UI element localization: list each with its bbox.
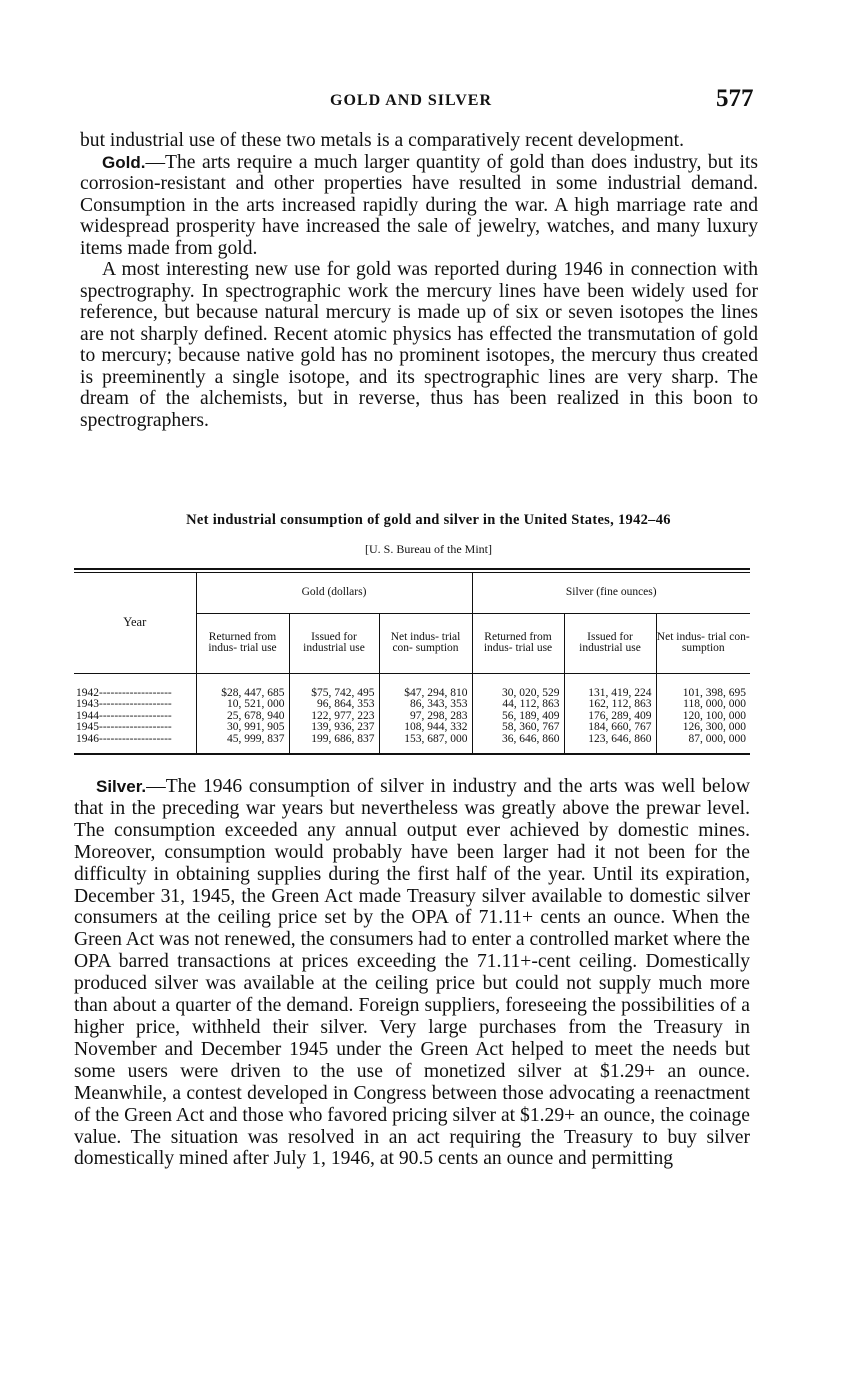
table-row [74,673,750,699]
silver-net-cell: 87, 000, 000 [656,734,750,754]
silver-issued-cell: 176, 289, 409 [564,711,656,723]
gold-net-cell: 153, 687, 000 [379,734,472,754]
silver-heading: Silver. [96,777,147,796]
gold-issued-header: Issued for industrial use [289,613,379,673]
silver-returned-cell: 44, 112, 863 [472,699,564,711]
silver-net-cell: 101, 398, 695 [656,673,750,699]
gold-heading: Gold. [102,152,146,172]
silver-issued-cell: 162, 112, 863 [564,699,656,711]
table-row [74,699,750,711]
gold-issued-cell: 122, 977, 223 [289,711,379,723]
gold-returned-cell: $28, 447, 685 [196,673,289,699]
paragraph-spectrography: A most interesting new use for gold was reported during 1946 in connection with spectrography. In spectrographic work the mercury lines have been widely used for reference, but because natural mercury is made up of six or seven isotopes the lines are not sharply defined. Recent atomic physics has effected the transmutation of gold to mercury; because native gold has no prominent isotopes, the mercury thus created is preeminently a single isotope, and its spectrographic lines are very sharp. The dream of the alchemists, but in reverse, thus has been realized in this boon to spectrographers. [80,259,758,431]
table-row [74,734,750,754]
silver-returned-header: Returned from indus- trial use [472,613,564,673]
body-text-bottom [74,776,750,1170]
year-cell: 1944------------------- [76,709,172,722]
silver-net-cell: 126, 300, 000 [656,722,750,734]
silver-issued-cell: 184, 660, 767 [564,722,656,734]
gold-net-header: Net indus- trial con- sumption [379,613,472,673]
silver-net-cell: 120, 100, 000 [656,711,750,723]
gold-returned-header: Returned from indus- trial use [196,613,289,673]
table-title: Net industrial consumption of gold and silver in the United States, 1942–46 [186,512,671,528]
gold-returned-cell: 25, 678, 940 [196,711,289,723]
silver-text: —The 1946 consumption of silver in industry and the arts was well below that in the preceding war years but nevertheless was greatly above the prewar level. The consumption exceeded any annual output ever achieved by domestic mines. Moreover, consumption would probably have been larger had it not been for the difficulty in obtaining supplies during the first half of the year. Until its expiration, December 31, 1945, the Green Act made Treasury silver available to domestic silver consumers at the ceiling price set by the OPA of 71.11+ cents an ounce. When the Green Act was not renewed, the consumers had to enter a controlled market where the OPA barred transactions at prices exceeding the 71.11+-cent ceiling. Domestically produced silver was available at the ceiling price but could not supply much more than about a quarter of the demand. Foreign suppliers, foreseeing the possibilities of a higher price, withheld their silver. Very large purchases from the Treasury in November and December 1945 under the Green Act helped to meet the needs but some users were driven to the use of monetized silver at $1.29+ an ounce. Meanwhile, a contest developed in Congress between those advocating a reenactment of the Green Act and those who favored pricing silver at $1.29+ an ounce, the coinage value. The situation was resolved in an act requiring the Treasury to buy silver domestically mined after July 1, 1946, at 90.5 cents an ounce and permitting [74,776,750,1170]
gold-net-cell: 108, 944, 332 [379,722,472,734]
gold-net-cell: 97, 298, 283 [379,711,472,723]
silver-issued-cell: 123, 646, 860 [564,734,656,754]
paragraph-continuation: but industrial use of these two metals is a comparatively recent development. [80,130,684,151]
silver-net-header: Net indus- trial con- sumption [656,613,750,673]
gold-net-cell: 86, 343, 353 [379,699,472,711]
silver-returned-cell: 56, 189, 409 [472,711,564,723]
silver-returned-cell: 58, 360, 767 [472,722,564,734]
body-text-top [80,130,758,431]
gold-issued-cell: $75, 742, 495 [289,673,379,699]
running-head [0,85,857,118]
table-bottom-rule [74,753,750,755]
silver-issued-cell: 131, 419, 224 [564,673,656,699]
table-row [74,722,750,734]
page-number: 577 [716,85,754,112]
consumption-table [74,568,750,755]
gold-issued-cell: 199, 686, 837 [289,734,379,754]
gold-returned-cell: 10, 521, 000 [196,699,289,711]
table-top-rule [74,568,750,570]
year-cell: 1946------------------- [76,732,172,745]
gold-net-cell: $47, 294, 810 [379,673,472,699]
year-cell: 1943------------------- [76,698,172,710]
gold-text: —The arts require a much larger quantity of gold than does industry, but its corrosion-resistant and other properties have resulted in some industrial demand. Consumption in the arts increased rapidly during the war. A high marriage rate and widespread prosperity have increased the sale of jewelry, watches, and many luxury items made from gold. [80,151,758,259]
year-cell: 1942------------------- [76,686,172,699]
running-title: GOLD AND SILVER [330,92,493,109]
year-header: Year [74,573,196,673]
gold-header: Gold (dollars) [196,573,472,613]
paragraph-gold [80,152,758,260]
gold-returned-cell: 30, 991, 905 [196,722,289,734]
silver-net-cell: 118, 000, 000 [656,699,750,711]
silver-issued-header: Issued for industrial use [564,613,656,673]
paragraph-silver [74,776,750,1170]
silver-returned-cell: 30, 020, 529 [472,673,564,699]
table-source: [U. S. Bureau of the Mint] [365,542,492,556]
gold-returned-cell: 45, 999, 837 [196,734,289,754]
gold-issued-cell: 139, 936, 237 [289,722,379,734]
silver-header: Silver (fine ounces) [472,573,750,613]
silver-returned-cell: 36, 646, 860 [472,734,564,754]
gold-issued-cell: 96, 864, 353 [289,699,379,711]
year-cell: 1945------------------- [76,721,172,733]
